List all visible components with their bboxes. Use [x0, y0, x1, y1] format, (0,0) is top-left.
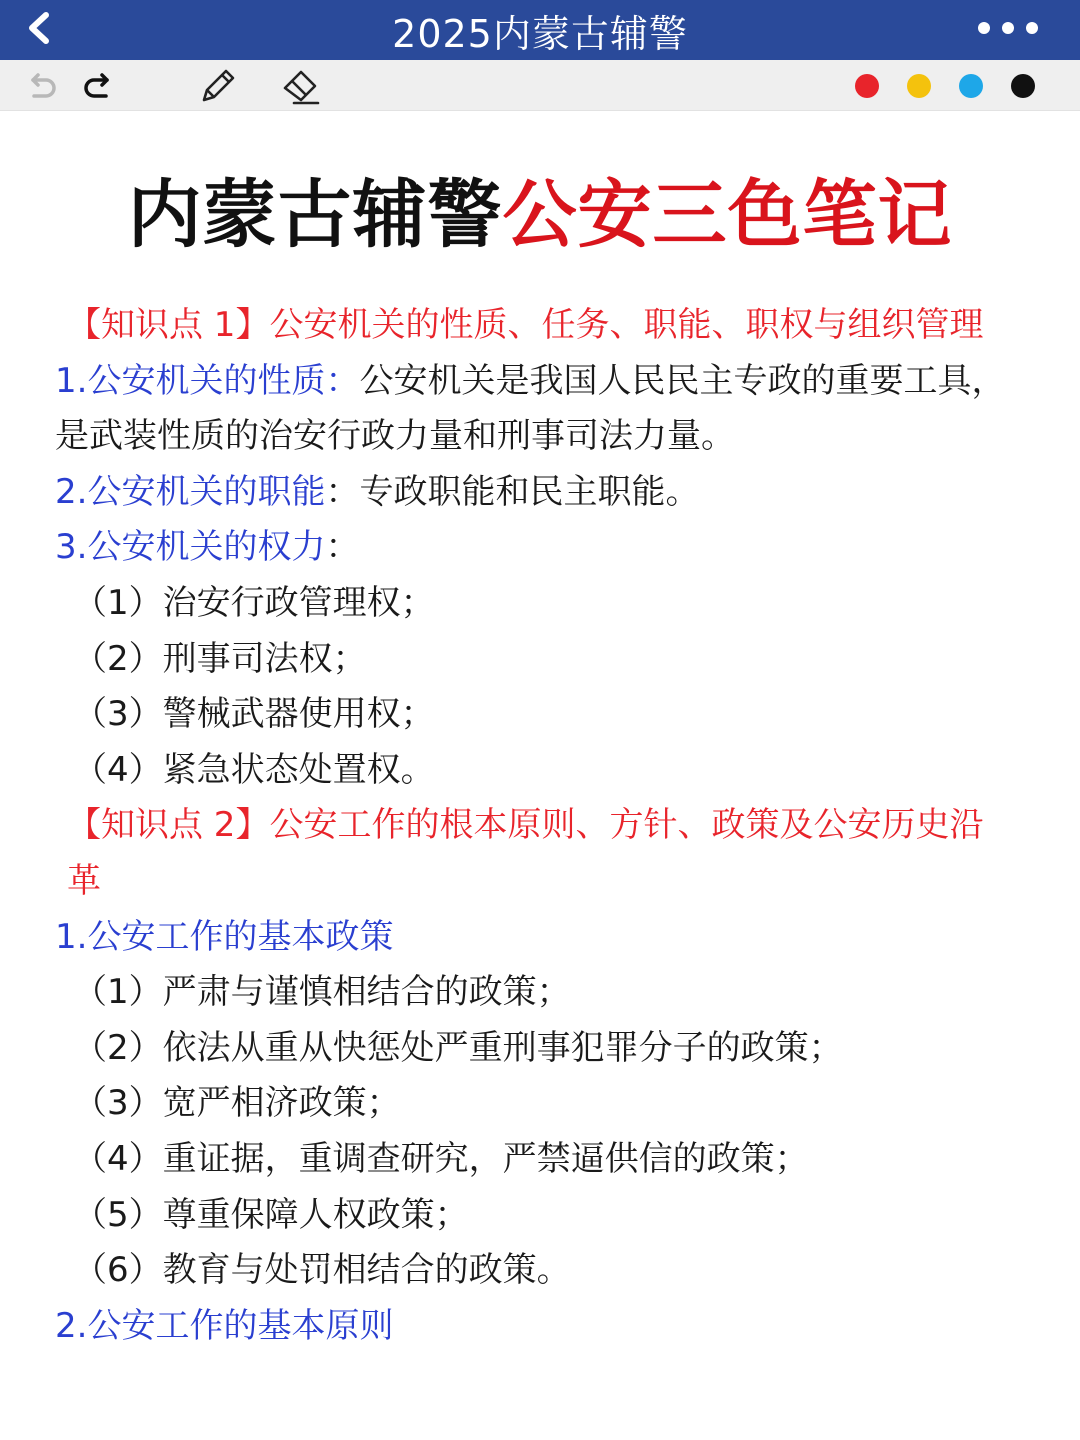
- point-text: ：: [325, 527, 360, 568]
- list-item: （6）教育与处罚相结合的政策。: [73, 1250, 571, 1291]
- point-label: 2.公安机关的职能: [55, 471, 326, 512]
- redo-icon[interactable]: [80, 68, 116, 104]
- list-item: （1）治安行政管理权；: [73, 582, 435, 623]
- list-item: （1）严肃与谨慎相结合的政策；: [73, 972, 571, 1013]
- note-body: [55, 298, 1015, 1354]
- back-chevron-icon[interactable]: [22, 10, 58, 46]
- red-color-swatch[interactable]: [855, 74, 879, 98]
- top-bar: [0, 0, 1080, 60]
- yellow-color-swatch[interactable]: [907, 74, 931, 98]
- cyan-color-swatch[interactable]: [959, 74, 983, 98]
- point-label: 3.公安机关的权力: [55, 527, 326, 568]
- section1-point2: [55, 465, 1015, 521]
- list-item: （3）宽严相济政策；: [73, 1083, 401, 1124]
- undo-icon[interactable]: [24, 68, 60, 104]
- page-title: 2025内蒙古辅警: [392, 11, 688, 56]
- point-text: 公安机关是我国人民民主专政的重要工具，是武装性质的治安行政力量和刑事司法力量。: [55, 360, 1006, 457]
- eraser-icon[interactable]: [280, 66, 322, 106]
- section2-header: 【知识点 2】公安工作的根本原则、方针、政策及公安历史沿革: [67, 805, 984, 901]
- list-item: （2）依法从重从快惩处严重刑事犯罪分子的政策；: [73, 1027, 843, 1068]
- list-item: （2）刑事司法权；: [73, 638, 367, 679]
- list-item: （3）警械武器使用权；: [73, 694, 435, 735]
- heading-red-part: 公安三色笔记: [502, 172, 953, 258]
- section1-point1: [55, 354, 1015, 465]
- heading-black-part: 内蒙古辅警: [127, 172, 503, 258]
- note-content: [0, 110, 1080, 1440]
- section1-header: 【知识点 1】公安机关的性质、任务、职能、职权与组织管理: [67, 305, 984, 345]
- list-item: （4）紧急状态处置权。: [73, 749, 435, 790]
- note-heading: [0, 170, 1080, 260]
- more-options-icon[interactable]: [978, 18, 1038, 38]
- section1-point3: [55, 520, 1015, 576]
- black-color-swatch[interactable]: [1011, 74, 1035, 98]
- point-label: 1.公安机关的性质：: [55, 360, 360, 401]
- point-text: ：专政职能和民主职能。: [325, 471, 700, 512]
- section2-point1: 1.公安工作的基本政策: [55, 916, 394, 957]
- section2-point2: 2.公安工作的基本原则: [55, 1305, 394, 1346]
- pencil-icon[interactable]: [198, 66, 238, 106]
- list-item: （5）尊重保障人权政策；: [73, 1194, 469, 1235]
- list-item: （4）重证据，重调查研究，严禁逼供信的政策；: [73, 1138, 809, 1179]
